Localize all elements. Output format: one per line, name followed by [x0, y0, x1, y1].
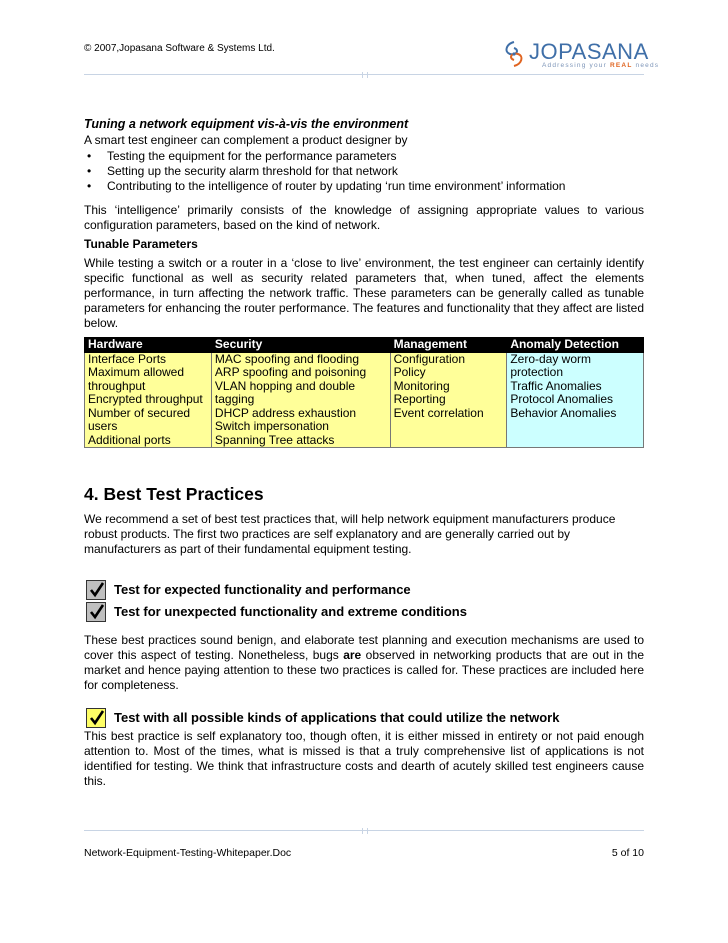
cell-line: Event correlation: [393, 405, 484, 420]
cell-line: Monitoring: [393, 378, 450, 393]
footer-divider: [84, 830, 644, 831]
practice-item-expected: [84, 579, 644, 601]
cell-line: Reporting: [393, 392, 446, 406]
footer-page-number: 5 of 10: [611, 847, 644, 859]
practice-label: Test for expected functionality and performance: [114, 582, 411, 597]
security-cell: [211, 352, 390, 448]
hardware-cell: [85, 352, 212, 448]
best-practices-intro: We recommend a set of best test practices that, will help network equipment manufacturers produce robust products. The first two practices are self explanatory and are generally carried out by manufacturers as part of their fundamental equipment testing.: [84, 512, 616, 556]
cell-line: Number of secured: [88, 405, 191, 420]
copyright-text: © 2007,Jopasana Software & Systems Ltd.: [84, 43, 275, 54]
list-item: • Contributing to the intelligence of router by updating ‘run time environment’ information: [84, 179, 644, 194]
cell-line: ARP spoofing and poisoning: [214, 365, 367, 379]
table-header-hardware: Hardware: [85, 338, 212, 353]
practice-label: Test for unexpected functionality and extreme conditions: [114, 604, 467, 619]
cell-line: VLAN hopping and double: [214, 378, 356, 393]
table-header-security: Security: [211, 338, 390, 353]
tuning-intro: A smart test engineer can complement a product designer by: [84, 133, 408, 147]
tunable-parameters-table: [84, 337, 644, 448]
logo-brand-text: JOPASANA: [529, 39, 649, 64]
benign-paragraph: These best practices sound benign, and elaborate test planning and execution mechanisms are used to cover this aspect of testing. Nonetheless, bugs are observed in networking products that are out in the market and hence paying attention to these two practices is called for. These practices are included here for completeness.: [84, 633, 644, 692]
tunable-paragraph: While testing a switch or a router in a ‘close to live’ environment, the test engineer can certainly identify specific functional as well as security related parameters that, when tuned, affect the elements performance, in turn affecting the network traffic. These parameters can be generally called as tunable parameters for enhancing the router performance. The features and functionality that they affect are listed below.: [84, 256, 644, 330]
cell-line: Traffic Anomalies: [510, 378, 602, 393]
cell-line: Protocol Anomalies: [510, 392, 614, 406]
cell-line: Interface Ports: [88, 351, 167, 366]
tunable-parameters-heading: Tunable Parameters: [84, 237, 198, 251]
cell-line: Switch impersonation: [214, 419, 329, 433]
checkbox-checked-icon: [86, 602, 106, 622]
cell-line: Additional ports: [88, 432, 171, 447]
header-divider: [84, 74, 644, 75]
practice-checklist-2: [84, 707, 644, 729]
tuning-bullet-list: [84, 149, 644, 194]
logo-tagline: Addressing your REAL needs: [542, 62, 660, 69]
checkbox-checked-icon: [86, 708, 106, 728]
cell-line: Configuration: [393, 351, 465, 366]
jopasana-swirl-logo-icon: [502, 40, 526, 68]
cell-line: users: [88, 419, 118, 433]
cell-line: protection: [510, 365, 564, 379]
table-row: [85, 352, 644, 448]
management-cell: [390, 352, 507, 448]
company-logo: [502, 38, 660, 72]
cell-line: Encrypted throughput: [88, 392, 203, 406]
cell-line: Spanning Tree attacks: [214, 432, 335, 447]
table-header-row: [85, 338, 644, 353]
footer-filename: Network-Equipment-Testing-Whitepaper.Doc: [84, 847, 292, 859]
cell-line: tagging: [214, 392, 255, 406]
list-item: • Testing the equipment for the performance parameters: [84, 149, 644, 164]
anomaly-detection-cell: [507, 352, 644, 448]
cell-line: Policy: [393, 365, 426, 379]
section-title-best-practices: 4. Best Test Practices: [84, 484, 264, 504]
page-content: [84, 117, 644, 789]
practice-item-unexpected: [84, 601, 644, 623]
cell-line: MAC spoofing and flooding: [214, 351, 360, 366]
list-item: • Setting up the security alarm threshold for that network: [84, 164, 644, 179]
cell-line: Maximum allowed: [88, 365, 185, 379]
cell-line: DHCP address exhaustion: [214, 405, 357, 420]
intelligence-paragraph: This ‘intelligence’ primarily consists of the knowledge of assigning appropriate values to various configuration parameters, based on the kind of network.: [84, 203, 644, 232]
practice-label: Test with all possible kinds of applications that could utilize the network: [114, 710, 560, 725]
practice-item-applications: [84, 707, 644, 729]
applications-paragraph: This best practice is self explanatory too, though often, it is either missed in entirety or not paid enough attention to. Most of the times, what is missed is that a truly comprehensive list of applications is not identified for testing. We think that infrastructure costs and dearth of acutely skilled test engineers cause this.: [84, 729, 644, 788]
cell-line: Behavior Anomalies: [510, 405, 617, 420]
section-heading-tuning: Tuning a network equipment vis-à-vis the environment: [84, 117, 409, 131]
cell-line: Zero-day worm: [510, 351, 591, 366]
cell-line: throughput: [88, 378, 146, 393]
checkbox-checked-icon: [86, 580, 106, 600]
table-header-management: Management: [390, 338, 507, 353]
practice-checklist: [84, 579, 644, 623]
table-header-anomaly: Anomaly Detection: [507, 338, 644, 353]
